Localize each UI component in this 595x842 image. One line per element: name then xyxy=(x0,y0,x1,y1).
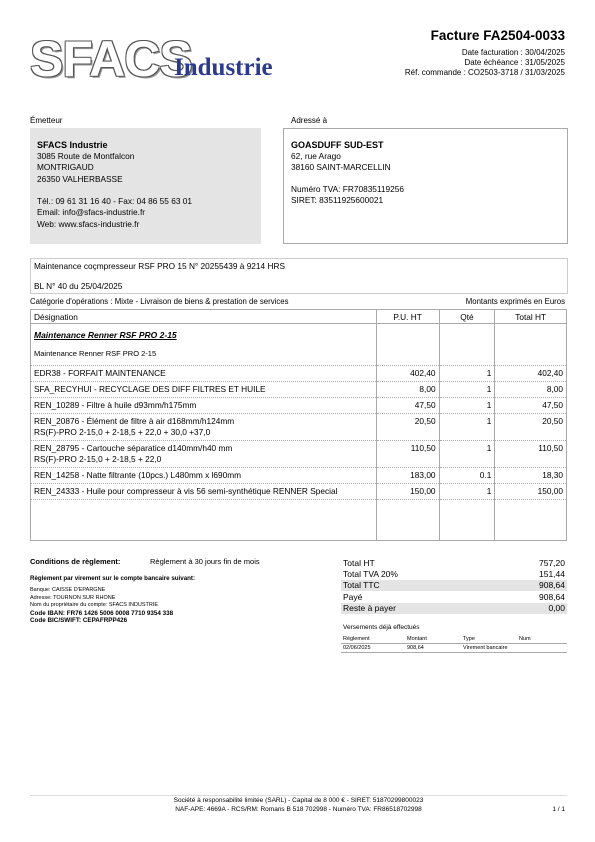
bank-name: Banque: CAISSE D'EPARGNE xyxy=(30,587,106,593)
cell-total: 18,30 xyxy=(495,468,567,484)
recipient-vat: Numéro TVA: FR70835119256 xyxy=(291,184,404,194)
section-title: Maintenance Renner RSF PRO 2-15 xyxy=(34,330,177,340)
total-label: Total TVA 20% xyxy=(343,569,398,580)
item-designation: REN_20876 - Élément de filtre à air d168mm/h124mm xyxy=(34,416,235,426)
cell-designation xyxy=(31,484,377,500)
issuer-web: Web: www.sfacs-industrie.fr xyxy=(37,218,140,229)
total-value: 151,44 xyxy=(539,569,565,580)
payments-header-row xyxy=(341,635,567,644)
cell-pu: 183,00 xyxy=(376,468,439,484)
object-box xyxy=(30,258,568,294)
table-header-row xyxy=(31,310,567,324)
payment-amount: 908,64 xyxy=(405,644,461,653)
invoice-order-ref: Réf. commande : CO2503-3718 / 31/03/2025 xyxy=(404,68,565,77)
total-value: 908,64 xyxy=(539,591,565,602)
issuer-email: Email: info@sfacs-industrie.fr xyxy=(37,207,146,218)
cell-total: 402,40 xyxy=(495,366,567,382)
total-row xyxy=(341,557,567,568)
cell-qty: 1 xyxy=(439,414,495,441)
payment-terms-label: Conditions de règlement: xyxy=(30,557,121,566)
logo-industrie: Industrie xyxy=(174,54,273,81)
issuer-phone: Tél.: 09 61 31 16 40 - Fax: 04 86 55 63 01 xyxy=(37,196,192,206)
issuer-address xyxy=(37,151,134,185)
cell-pu: 47,50 xyxy=(376,398,439,414)
cell-designation xyxy=(31,468,377,484)
total-value: 757,20 xyxy=(539,557,565,568)
recipient-box xyxy=(283,128,568,244)
payments-title: Versements déjà effectués xyxy=(343,624,420,631)
issuer-contact xyxy=(37,196,192,230)
transfer-title: Règlement par virement sur le compte bancaire suivant: xyxy=(30,575,196,582)
recipient-label: Adressé à xyxy=(291,116,328,125)
section-row xyxy=(31,324,567,366)
invoice-lines-table xyxy=(30,309,567,541)
payments-col-num: Num xyxy=(517,635,567,644)
footer-legal-2: NAF-APE: 4669A - RCS/RM: Romans B 518 702998 - Numéro TVA: FR86518702998 xyxy=(175,806,422,813)
table-row xyxy=(31,414,567,441)
issuer-address-line: MONTRIGAUD xyxy=(37,162,94,173)
payments-table xyxy=(341,635,567,653)
col-designation: Désignation xyxy=(31,310,377,324)
item-detail: RS(F)-PRO 2-15,0 + 2-18,5 + 22,0 xyxy=(34,454,162,464)
item-designation: REN_10289 - Filtre à huile d93mm/h175mm xyxy=(34,400,197,410)
category-text: Catégorie d'opérations : Mixte - Livraison de biens & prestation de services xyxy=(30,297,289,306)
bic: Code BIC/SWIFT: CEPAFRPP426 xyxy=(30,617,128,624)
footer-divider xyxy=(30,795,567,796)
currency-text: Montants exprimés en Euros xyxy=(465,297,565,306)
total-label: Payé xyxy=(343,591,363,602)
item-designation: SFA_RECYHUI - RECYCLAGE DES DIFF FILTRES ET HUILE xyxy=(34,384,266,394)
table-row xyxy=(31,484,567,500)
cell-qty: 1 xyxy=(439,382,495,398)
total-value: 908,64 xyxy=(491,580,567,591)
cell-qty: 1 xyxy=(439,366,495,382)
issuer-address-line: 3085 Route de Montfalcon xyxy=(37,151,135,161)
page-number: 1 / 1 xyxy=(552,806,565,813)
total-row xyxy=(341,568,567,579)
cell-designation xyxy=(31,366,377,382)
bank-details xyxy=(30,587,173,625)
table-row xyxy=(31,382,567,398)
table-row xyxy=(31,468,567,484)
cell-qty: 1 xyxy=(439,441,495,468)
cell-pu: 402,40 xyxy=(376,366,439,382)
payment-type: Virement bancaire xyxy=(461,644,517,653)
cell-designation xyxy=(31,414,377,441)
table-row xyxy=(31,366,567,382)
issuer-label: Émetteur xyxy=(30,116,63,125)
item-designation: EDR38 - FORFAIT MAINTENANCE xyxy=(34,368,166,378)
payment-row xyxy=(341,644,567,653)
invoice-date: Date facturation : 30/04/2025 xyxy=(461,48,565,57)
logo-sfacs: SFACS xyxy=(30,31,192,87)
total-label: Total TTC xyxy=(341,580,491,591)
total-row xyxy=(341,603,567,614)
col-qty: Qté xyxy=(439,310,495,324)
recipient-address xyxy=(291,151,391,174)
recipient-ids xyxy=(291,184,404,207)
payments-col-date: Règlement xyxy=(341,635,405,644)
item-designation: REN_28795 - Cartouche séparatice d140mm/h40 mm xyxy=(34,443,233,453)
issuer-box xyxy=(30,128,261,244)
table-row xyxy=(31,398,567,414)
payments-col-amount: Montant xyxy=(405,635,461,644)
delivery-note-line: BL N° 40 du 25/04/2025 xyxy=(34,281,123,291)
item-designation: REN_24333 - Huile pour compresseur à vis 56 semi-synthétique RENNER Special xyxy=(34,486,338,496)
recipient-siret: SIRET: 83511925600021 xyxy=(291,195,384,206)
iban: Code IBAN: FR76 1426 5006 0008 7710 9354 338 xyxy=(30,609,174,617)
cell-total: 20,50 xyxy=(495,414,567,441)
recipient-name: GOASDUFF SUD-EST xyxy=(291,140,384,150)
cell-qty: 0.1 xyxy=(439,468,495,484)
bank-address: Adresse: TOURNON SUR RHONE xyxy=(30,594,116,601)
issuer-address-line: 26350 VALHERBASSE xyxy=(37,173,123,184)
total-row xyxy=(341,580,567,591)
total-label: Reste à payer xyxy=(341,603,491,614)
total-row xyxy=(341,591,567,602)
totals-table xyxy=(341,557,567,614)
table-row xyxy=(31,441,567,468)
cell-pu: 150,00 xyxy=(376,484,439,500)
recipient-address-line: 38160 SAINT-MARCELLIN xyxy=(291,162,391,173)
recipient-address-line: 62, rue Arago xyxy=(291,151,341,161)
cell-total: 110,50 xyxy=(495,441,567,468)
invoice-title: Facture FA2504-0033 xyxy=(430,28,565,43)
payment-date: 02/06/2025 xyxy=(341,644,405,653)
cell-pu: 20,50 xyxy=(376,414,439,441)
invoice-due-date: Date échéance : 31/05/2025 xyxy=(464,58,565,67)
issuer-name: SFACS Industrie xyxy=(37,140,108,150)
col-total: Total HT xyxy=(495,310,567,324)
cell-pu: 110,50 xyxy=(376,441,439,468)
payments-col-type: Type xyxy=(461,635,517,644)
col-pu: P.U. HT xyxy=(376,310,439,324)
cell-total: 150,00 xyxy=(495,484,567,500)
cell-designation xyxy=(31,382,377,398)
item-detail: RS(F)-PRO 2-15,0 + 2-18,5 + 22,0 + 30,0 +37,0 xyxy=(34,427,211,437)
section-subtitle: Maintenance Renner RSF PRO 2-15 xyxy=(34,349,157,358)
payment-terms-value: Règlement à 30 jours fin de mois xyxy=(150,557,260,566)
table-filler-row xyxy=(31,500,567,541)
cell-qty: 1 xyxy=(439,398,495,414)
total-label: Total HT xyxy=(343,557,375,568)
payment-num xyxy=(517,644,567,653)
cell-total: 8,00 xyxy=(495,382,567,398)
cell-pu: 8,00 xyxy=(376,382,439,398)
account-owner: Nom du propriétaire du compte: SFACS INDUSTRIE xyxy=(30,602,159,608)
cell-designation xyxy=(31,398,377,414)
cell-total: 47,50 xyxy=(495,398,567,414)
item-designation: REN_14258 - Natte filtrante (10pcs.) L480mm x l690mm xyxy=(34,470,242,480)
footer-legal-1: Société à responsabilité limitée (SARL) - Capital de 8 000 € - SIRET: 51870299800023 xyxy=(173,797,424,804)
object-line: Maintenance coçmpresseur RSF PRO 15 N° 20255439 à 9214 HRS xyxy=(34,261,285,271)
total-value: 0,00 xyxy=(491,603,567,614)
cell-qty: 1 xyxy=(439,484,495,500)
cell-designation xyxy=(31,441,377,468)
